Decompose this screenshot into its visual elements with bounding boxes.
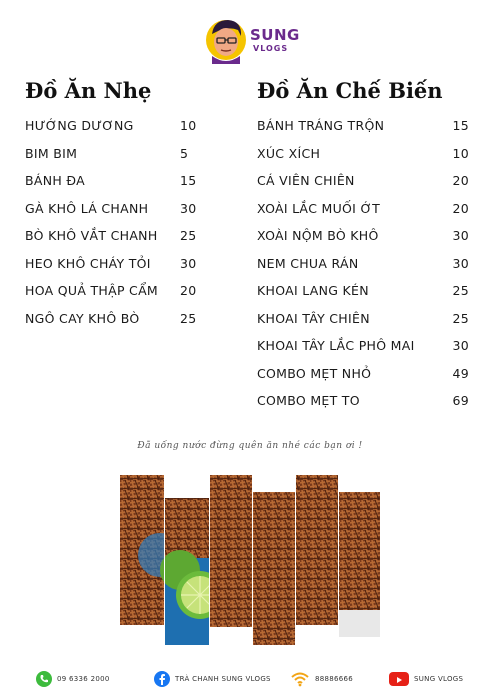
menu-item-name: XOÀI NỘM BÒ KHÔ — [257, 228, 379, 243]
menu-item-price: 49 — [452, 365, 469, 381]
menu-item-name: BIM BIM — [25, 145, 78, 161]
section-title-light-food: Đồ Ăn Nhẹ — [25, 78, 152, 103]
menu-item — [25, 226, 205, 254]
menu-item-name: NEM CHUA RÁN — [257, 255, 359, 271]
menu-item-price: 25 — [452, 310, 469, 326]
menu-item-name: GÀ KHÔ LÁ CHANH — [25, 200, 149, 216]
menu-item-price: 20 — [180, 283, 197, 298]
menu-item-name: NGÔ CAY KHÔ BÒ — [25, 310, 140, 326]
menu-item-price: 10 — [180, 118, 197, 133]
menu-item — [257, 336, 469, 364]
menu-item-name: HƯỚNG DƯƠNG — [25, 118, 134, 133]
menu-item-name: CÁ VIÊN CHIÊN — [257, 173, 355, 188]
menu-item-price: 30 — [452, 228, 469, 243]
menu-item-name: BÁNH ĐA — [25, 173, 85, 188]
menu-item-price: 25 — [452, 283, 469, 298]
menu-item-name: BÁNH TRÁNG TRỘN — [257, 118, 385, 133]
menu-item-price: 69 — [452, 393, 469, 408]
menu-item — [257, 364, 469, 392]
menu-item — [257, 144, 469, 172]
menu-item — [257, 116, 469, 144]
menu-item-name: KHOAI TÂY CHIÊN — [257, 310, 370, 326]
menu-item-price: 30 — [180, 255, 197, 271]
menu-item — [257, 199, 469, 227]
brand-logo — [204, 14, 300, 64]
footer-wifi — [290, 668, 353, 690]
menu-item — [25, 309, 205, 337]
menu-item — [257, 391, 469, 419]
menu-item-name: COMBO MẸT NHỎ — [257, 365, 372, 381]
menu-item — [25, 254, 205, 282]
menu-item-price: 15 — [180, 173, 197, 188]
menu-item — [257, 226, 469, 254]
wifi-password: 88886666 — [315, 675, 354, 683]
menu-item-price: 15 — [452, 118, 469, 133]
menu-item-name: XÚC XÍCH — [257, 145, 321, 161]
footer-facebook[interactable] — [154, 668, 271, 690]
youtube-channel-name: SUNG VLOGS — [414, 675, 464, 683]
menu-item-price: 30 — [452, 255, 469, 271]
menu-item-price: 20 — [452, 173, 469, 188]
menu-item — [257, 309, 469, 337]
facebook-page-name: TRÀ CHANH SUNG VLOGS — [175, 675, 271, 683]
menu-item-name: COMBO MẸT TO — [257, 393, 360, 408]
section-title-cooked-food: Đồ Ăn Chế Biến — [257, 78, 443, 103]
menu-item — [25, 144, 205, 172]
menu-item-price: 10 — [452, 145, 469, 161]
dried-meat-photo — [120, 470, 380, 645]
footer-youtube[interactable] — [389, 668, 463, 690]
phone-icon — [36, 671, 52, 687]
food-photo-collage — [120, 470, 380, 645]
menu-item-price: 25 — [180, 228, 197, 243]
menu-item-price: 5 — [180, 145, 189, 161]
footer-phone[interactable] — [36, 668, 110, 690]
menu-list-cooked-food — [257, 116, 469, 419]
menu-item-price: 30 — [452, 338, 469, 353]
wifi-icon — [290, 671, 310, 687]
menu-item — [257, 254, 469, 282]
menu-item-name: HEO KHÔ CHÁY TỎI — [25, 255, 151, 271]
brand-name: SUNG — [250, 26, 300, 44]
menu-item-price: 30 — [180, 200, 197, 216]
menu-item-name: HOA QUẢ THẬP CẨM — [25, 283, 159, 298]
menu-item-name: KHOAI TÂY LẮC PHÔ MAI — [257, 338, 415, 353]
mascot-face-icon — [204, 14, 250, 64]
menu-item-name: BÒ KHÔ VẮT CHANH — [25, 228, 158, 243]
phone-number: 09 6336 2000 — [57, 675, 110, 683]
menu-item — [257, 281, 469, 309]
menu-item — [25, 199, 205, 227]
slogan-text: Đã uống nước đừng quên ăn nhé các bạn ơi ! — [137, 441, 363, 451]
menu-item-price: 25 — [180, 310, 197, 326]
youtube-icon — [389, 672, 409, 686]
menu-list-light-food — [25, 116, 205, 336]
menu-item-name: KHOAI LANG KÉN — [257, 283, 369, 298]
menu-item — [25, 116, 205, 144]
menu-item — [25, 171, 205, 199]
menu-item — [25, 281, 205, 309]
contact-footer — [0, 668, 500, 690]
menu-item-price: 20 — [452, 200, 469, 216]
menu-item — [257, 171, 469, 199]
facebook-icon — [154, 671, 170, 687]
brand-subname: VLOGS — [253, 44, 289, 53]
menu-item-name: XOÀI LẮC MUỐI ỚT — [257, 200, 381, 216]
